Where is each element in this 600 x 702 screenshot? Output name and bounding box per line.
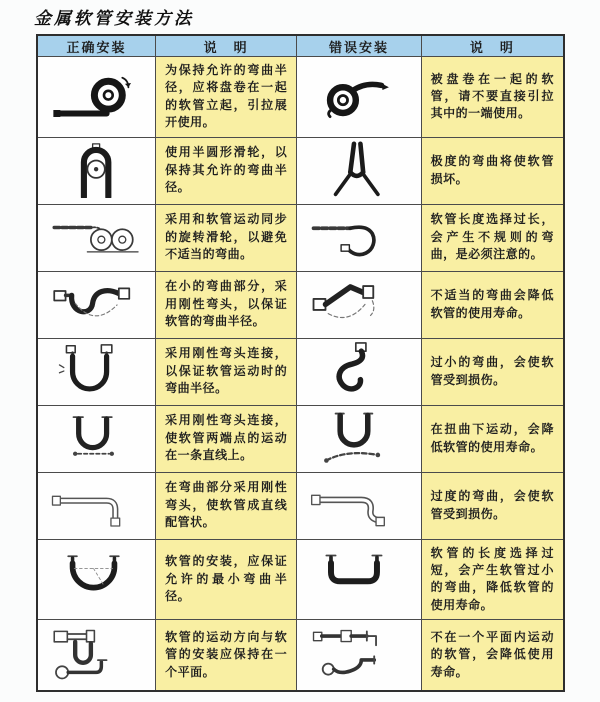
wrong-image-cell — [297, 472, 421, 539]
correct-note: 采用刚性弯头连接，以保证软管运动时的弯曲半径。 — [156, 338, 297, 405]
wrong-note: 不适当的弯曲会降低软管的使用寿命。 — [421, 271, 564, 338]
too-short-flat-u-icon — [308, 550, 409, 609]
minimum-bend-radius-u-icon — [49, 551, 145, 607]
header-explanation-2: 说 明 — [421, 35, 564, 57]
wrong-image-cell — [297, 57, 421, 138]
out-of-plane-pieces-icon — [308, 625, 409, 684]
table-row — [37, 338, 564, 405]
wrong-image-cell — [297, 620, 421, 691]
rotating-pulleys-icon — [49, 210, 145, 266]
table-row — [37, 620, 564, 691]
table-row — [37, 472, 564, 539]
header-row — [37, 35, 564, 57]
wrong-note: 过小的弯曲，会使软管受到损伤。 — [421, 338, 564, 405]
correct-note: 在小的弯曲部分，采用刚性弯头，以保证软管的弯曲半径。 — [156, 271, 297, 338]
wrong-image-cell — [297, 271, 421, 338]
correct-note: 为保持允许的弯曲半径，应将盘卷在一起的软管立起，引拉展开使用。 — [156, 57, 297, 138]
correct-image-cell — [37, 338, 156, 405]
straight-run-rigid-elbow-icon — [49, 478, 145, 534]
wrong-note: 过度的弯曲，会使软管受到损伤。 — [421, 472, 564, 539]
table-row — [37, 405, 564, 472]
wrong-note: 不在一个平面内运动的软管，会降低使用寿命。 — [421, 620, 564, 691]
correct-image-cell — [37, 620, 156, 691]
page-title: 金属软管安装方法 — [34, 9, 194, 29]
table-row — [37, 57, 564, 138]
correct-image-cell — [37, 539, 156, 620]
wrong-image-cell — [297, 338, 421, 405]
header-wrong-install: 错误安装 — [297, 35, 421, 57]
rigid-elbow-s-curve-icon — [49, 277, 145, 333]
wrong-note: 极度的弯曲将使软管损坏。 — [421, 137, 564, 204]
installation-table — [36, 34, 565, 692]
single-plane-trap-loop-icon — [49, 627, 145, 683]
wrong-note: 软管的长度选择过短，会产生软管过小的弯曲，降低软管的使用寿命。 — [421, 539, 564, 620]
table-row — [37, 204, 564, 271]
correct-note: 采用和软管运动同步的旋转滑轮，以避免不适当的弯曲。 — [156, 204, 297, 271]
correct-image-cell — [37, 57, 156, 138]
correct-note: 软管的安装，应保证允许的最小弯曲半径。 — [156, 539, 297, 620]
sharp-kink-icon — [308, 275, 409, 334]
scanned-document-page — [0, 4, 600, 702]
u-loop-twisted-icon — [308, 409, 409, 468]
rigid-elbow-u-loop-icon — [49, 344, 145, 400]
wrong-note: 被盘卷在一起的软管，请不要直接引拉其中的一端使用。 — [421, 57, 564, 138]
excess-length-loop-icon — [308, 208, 409, 267]
table-row — [37, 539, 564, 620]
standing-coil-unrolled-icon — [49, 69, 145, 125]
correct-image-cell — [37, 472, 156, 539]
tight-hook-bend-icon — [308, 342, 409, 401]
table-row — [37, 137, 564, 204]
wrong-image-cell — [297, 137, 421, 204]
correct-note: 在弯曲部分采用刚性弯头，使软管成直线配管状。 — [156, 472, 297, 539]
wrong-image-cell — [297, 405, 421, 472]
overbent-elbow-icon — [308, 476, 409, 535]
u-loop-inline-motion-icon — [49, 411, 145, 467]
header-correct-install: 正确安装 — [37, 35, 156, 57]
wrong-note: 软管长度选择过长，会产生不规则的弯曲，是必须注意的。 — [421, 204, 564, 271]
correct-image-cell — [37, 405, 156, 472]
hose-over-pulley-icon — [49, 143, 145, 199]
wrong-image-cell — [297, 204, 421, 271]
correct-image-cell — [37, 271, 156, 338]
header-explanation-1: 说 明 — [156, 35, 297, 57]
correct-note: 采用刚性弯头连接，使软管两端点的运动在一条直线上。 — [156, 405, 297, 472]
correct-image-cell — [37, 204, 156, 271]
correct-note: 使用半圆形滑轮，以保持其允许的弯曲半径。 — [156, 137, 297, 204]
table-row — [37, 271, 564, 338]
extreme-fold-icon — [308, 141, 409, 200]
wrong-image-cell — [297, 539, 421, 620]
wrong-note: 在扭曲下运动，会降低软管的使用寿命。 — [421, 405, 564, 472]
correct-note: 软管的运动方向与软管的安装应保持在一个平面。 — [156, 620, 297, 691]
correct-image-cell — [37, 137, 156, 204]
coil-pulled-from-end-icon — [308, 67, 409, 126]
